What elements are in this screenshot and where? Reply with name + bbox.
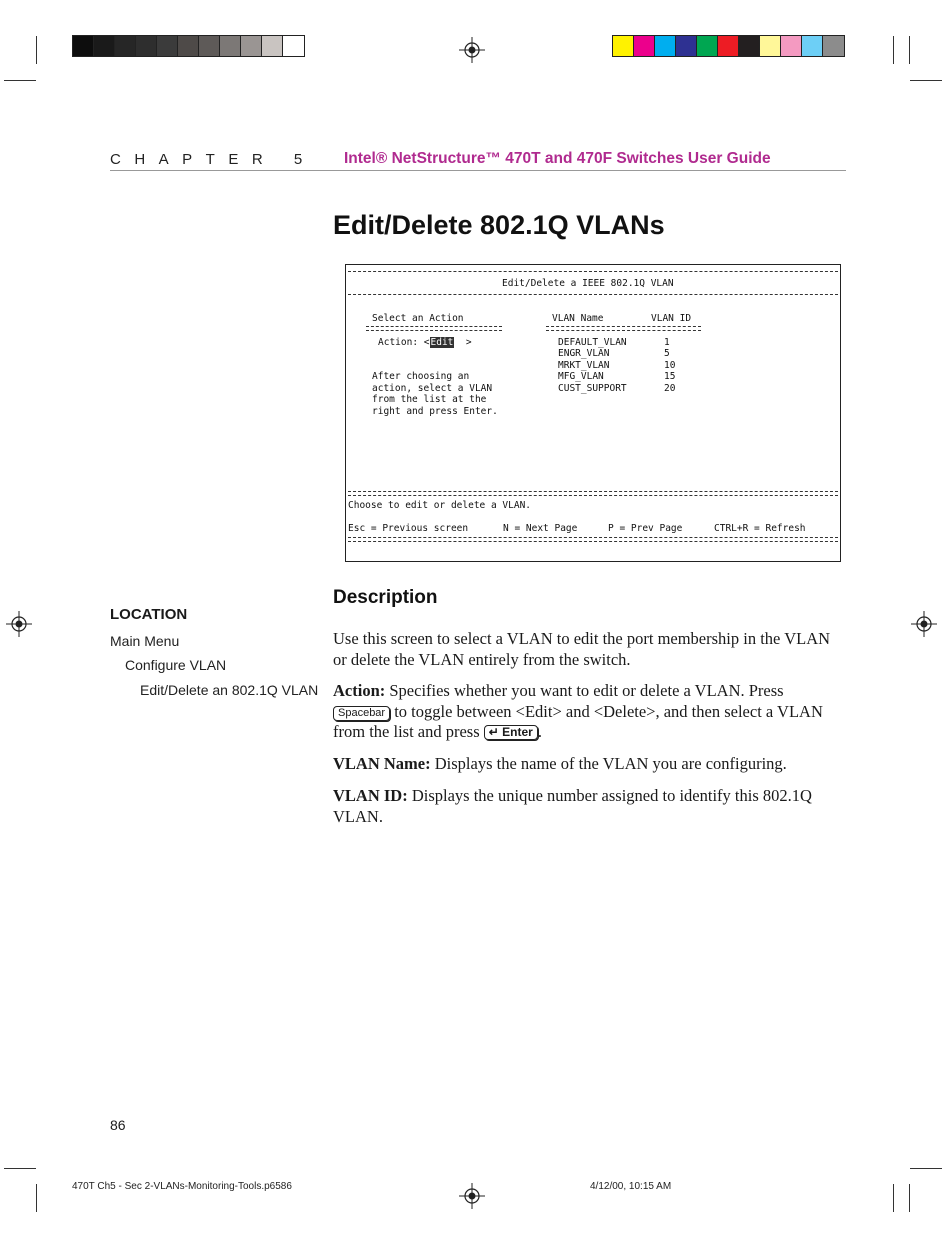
key-hint-next[interactable]: N = Next Page (503, 523, 578, 534)
terminal-title: Edit/Delete a IEEE 802.1Q VLAN (502, 278, 674, 289)
chapter-label: CHAPTER 5 (110, 151, 316, 168)
crop-mark (909, 36, 910, 64)
crop-mark (909, 1184, 910, 1212)
color-swatch (739, 36, 760, 56)
guide-title: Intel® NetStructure™ 470T and 470F Switches User Guide (344, 150, 771, 167)
page-title: Edit/Delete 802.1Q VLANs (333, 210, 665, 240)
color-swatch (655, 36, 676, 56)
crop-mark (910, 1168, 942, 1169)
registration-mark-icon (6, 611, 32, 637)
action-label: Action: (378, 337, 419, 348)
location-item-main-menu: Main Menu (110, 633, 180, 649)
location-item-configure-vlan: Configure VLAN (125, 657, 227, 673)
color-swatch (199, 36, 220, 56)
color-swatch (262, 36, 283, 56)
vlan-list-item[interactable]: ENGR_VLAN (558, 348, 610, 359)
registration-mark-icon (911, 611, 937, 637)
action-value[interactable]: Edit (430, 337, 454, 348)
footer-date: 4/12/00, 10:15 AM (590, 1181, 672, 1192)
key-hint-previous[interactable]: Esc = Previous screen (348, 523, 469, 534)
color-swatch (760, 36, 781, 56)
location-heading: LOCATION (110, 606, 188, 623)
select-action-label: Select an Action (372, 313, 464, 324)
vlan-name-description: VLAN Name: Displays the name of the VLAN you are configuring. (333, 754, 787, 773)
divider (348, 271, 838, 272)
crop-mark (36, 36, 37, 64)
registration-mark-icon (459, 1183, 485, 1209)
color-swatch (157, 36, 178, 56)
grayscale-calibration-bar (72, 35, 305, 57)
description-intro: Use this screen to select a VLAN to edit the port membership in the VLAN or delete the VLAN entirely from the switch. (333, 629, 831, 669)
color-swatch (94, 36, 115, 56)
vlan-name-header: VLAN Name (552, 313, 604, 324)
crop-mark (893, 1184, 894, 1212)
instruction-line: After choosing an (372, 371, 470, 382)
color-swatch (781, 36, 802, 56)
crop-mark (36, 1184, 37, 1212)
color-swatch (802, 36, 823, 56)
crop-mark (893, 36, 894, 64)
vlan-list-item[interactable]: MFG_VLAN (558, 371, 604, 382)
color-calibration-bar (612, 35, 845, 57)
key-hint-refresh[interactable]: CTRL+R = Refresh (714, 523, 806, 534)
vlan-id-value: 10 (664, 360, 676, 371)
registration-mark-icon (459, 37, 485, 63)
vlan-id-value: 5 (664, 348, 670, 359)
instruction-line: from the list at the (372, 394, 487, 405)
description-heading: Description (333, 587, 438, 608)
vlan-list-item[interactable]: DEFAULT_VLAN (558, 337, 627, 348)
color-swatch (697, 36, 718, 56)
color-swatch (241, 36, 262, 56)
color-swatch (178, 36, 199, 56)
color-swatch (73, 36, 94, 56)
vlan-id-description: VLAN ID: Displays the unique number assigned to identify this 802.1Q VLAN. (333, 786, 812, 826)
key-hint-prev[interactable]: P = Prev Page (608, 523, 683, 534)
instruction-line: right and press Enter. (372, 406, 498, 417)
crop-mark (910, 80, 942, 81)
footer-filename: 470T Ch5 - Sec 2-VLANs-Monitoring-Tools.p6586 (72, 1181, 292, 1192)
spacebar-key-icon: Spacebar (333, 706, 390, 721)
vlan-id-value: 1 (664, 337, 670, 348)
status-line: Choose to edit or delete a VLAN. (348, 500, 532, 511)
color-swatch (676, 36, 697, 56)
color-swatch (283, 36, 304, 56)
underline (546, 326, 701, 331)
vlan-list-item[interactable]: MRKT_VLAN (558, 360, 610, 371)
color-swatch (613, 36, 634, 56)
crop-mark (4, 1168, 36, 1169)
vlan-id-value: 20 (664, 383, 676, 394)
color-swatch (634, 36, 655, 56)
action-description: Action: Specifies whether you want to edit or delete a VLAN. Press Spacebar to toggle between <Edit> and <Delete>, and then select a VLAN from the list and press ↵ Enter . (333, 681, 823, 741)
header-divider (110, 170, 846, 171)
color-swatch (718, 36, 739, 56)
color-swatch (220, 36, 241, 56)
enter-key-icon: ↵ Enter (484, 725, 538, 740)
divider (348, 491, 838, 496)
vlan-id-value: 15 (664, 371, 676, 382)
color-swatch (136, 36, 157, 56)
color-swatch (115, 36, 136, 56)
action-field[interactable]: Action: <Edit > (378, 337, 472, 348)
underline (366, 326, 502, 331)
vlan-list-item[interactable]: CUST_SUPPORT (558, 383, 627, 394)
instruction-line: action, select a VLAN (372, 383, 493, 394)
location-item-edit-delete: Edit/Delete an 802.1Q VLAN (140, 682, 319, 698)
divider (348, 294, 838, 295)
page-number: 86 (110, 1117, 126, 1133)
crop-mark (4, 80, 36, 81)
vlan-id-header: VLAN ID (651, 313, 692, 324)
divider (348, 537, 838, 542)
terminal-screen (345, 264, 841, 562)
color-swatch (823, 36, 844, 56)
